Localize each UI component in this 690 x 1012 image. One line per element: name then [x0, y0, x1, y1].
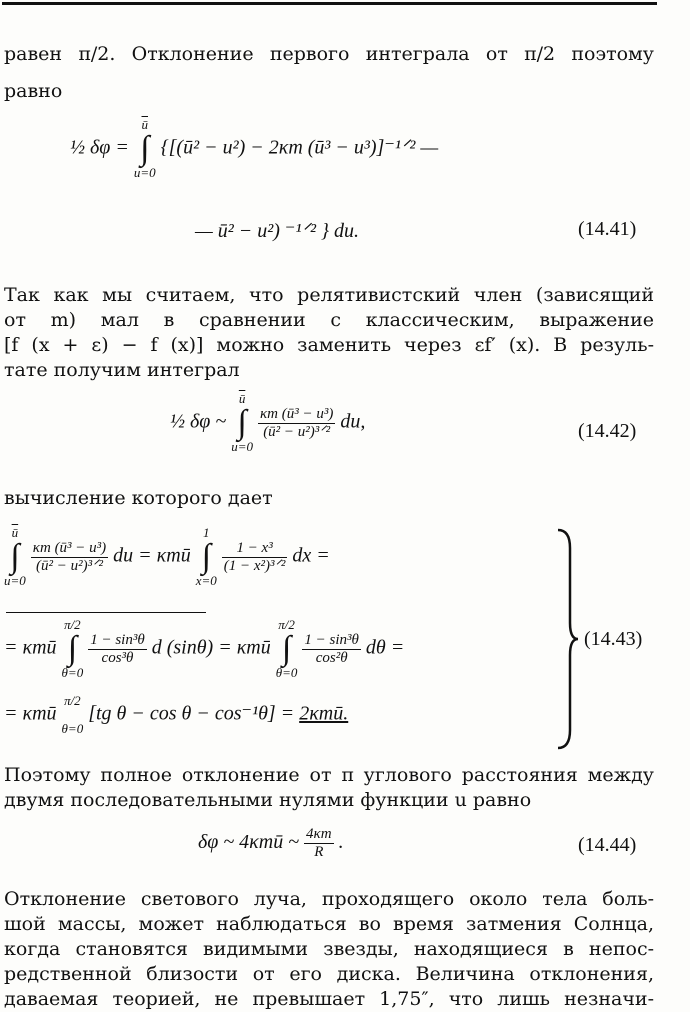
integral-sign: 1 ∫ x=0: [195, 525, 217, 588]
int-lower: u=0: [231, 439, 253, 454]
denominator: R: [314, 844, 324, 860]
eq-body: [tg θ − cos θ − cos⁻¹θ] =: [88, 702, 295, 725]
integral-sign: $\overline{ū}$ ∫ u=0: [133, 117, 156, 180]
int-upper: π/2: [278, 617, 295, 632]
int-upper: $\overline{ū}$: [11, 525, 19, 540]
eq-row: — ū² − u²) ⁻¹ᐟ² } du.: [195, 220, 359, 242]
equation-number: (14.41): [578, 218, 637, 240]
int-lower: u=0: [133, 165, 156, 180]
paragraph-light-ray: [4, 887, 654, 1012]
text-line: вычисление которого дает: [4, 487, 273, 509]
integral-sign: $\overline{ū}$ ∫ u=0: [4, 525, 26, 588]
int-upper: $\overline{ū}$: [141, 117, 148, 132]
eq-tail: du,: [340, 410, 366, 433]
text-line: даваемая теорией, не превышает 1,75″, что лишь незначи-: [4, 988, 654, 1010]
denominator: (ū² − u²)³ᐟ²: [36, 557, 103, 574]
int-upper: 1: [202, 525, 210, 540]
paragraph-deflection: [4, 763, 654, 813]
text-line: [f (x + ε) − f (x)] можно заменить через εf′ (x). В резуль-: [4, 334, 654, 356]
fraction: [31, 540, 108, 575]
eq-lhs: ½ δφ ~: [170, 410, 227, 433]
text-line: Так как мы считаем, что релятивистский член (зависящий: [4, 284, 654, 306]
equation-14-41: [70, 118, 438, 180]
fraction: [302, 632, 361, 667]
paragraph-relativistic: [4, 283, 654, 383]
equation-number: (14.44): [578, 834, 637, 856]
eq-tail: .: [338, 831, 344, 854]
equation-14-43-row1: [4, 526, 330, 588]
equation-14-42: [170, 392, 365, 454]
eq-row: {[(ū² − u²) − 2κm (ū³ − u³)]⁻¹ᐟ² —: [160, 136, 439, 159]
eq-mid: du = κmū: [113, 544, 191, 567]
text-line: двумя последовательными нулями функции u равно: [4, 789, 532, 811]
fraction: [88, 632, 147, 667]
int-lower: θ=0: [61, 721, 84, 736]
numerator: 1 − sin³θ: [90, 631, 145, 648]
numerator: 1 − x³: [222, 540, 288, 558]
text-line: редственной близости от его диска. Величина отклонения,: [4, 963, 654, 985]
integral-sign: $\overline{ū}$ ∫ u=0: [231, 391, 253, 454]
eq-lead: = κmū: [4, 636, 57, 659]
fraction: [222, 540, 288, 575]
integral-sign: π/2 ∫ θ=0: [61, 617, 84, 680]
eq-lead: = κmū: [4, 702, 57, 725]
limits: [62, 694, 84, 736]
numerator: 1 − sin³θ: [304, 631, 359, 648]
numerator: κm (ū³ − u³): [32, 539, 107, 556]
denominator: (1 − x²)³ᐟ²: [223, 557, 286, 574]
fraction: [304, 826, 334, 861]
equation-number: (14.43): [584, 628, 643, 650]
equation-14-41-cont: [195, 218, 359, 243]
text-line: равно: [4, 80, 63, 102]
int-upper: π/2: [64, 693, 81, 708]
paragraph-intro: [4, 42, 654, 104]
eq-lhs: δφ ~ 4κmū ~: [198, 831, 300, 854]
eq-tail: dx =: [292, 544, 330, 567]
text-line: Отклонение светового луча, проходящего около тела боль-: [4, 888, 654, 910]
text-line: шой массы, может наблюдаться во время затмения Солнца,: [4, 913, 654, 935]
equation-14-43-row2: [4, 618, 404, 680]
denominator: cos³θ: [101, 649, 134, 666]
integral-sign: π/2 ∫ θ=0: [275, 617, 298, 680]
eq-tail: dθ =: [365, 636, 405, 659]
eq-lhs: ½ δφ =: [70, 136, 129, 159]
eq-result: 2κmū.: [299, 702, 349, 725]
right-brace: [556, 528, 580, 750]
separator-line: [6, 612, 206, 613]
text-line: Поэтому полное отклонение от π углового расстояния между: [4, 764, 654, 786]
int-upper: $\overline{ū}$: [238, 391, 246, 406]
denominator: (ū² − u²)³ᐟ²: [263, 423, 331, 440]
numerator: 4κm: [306, 826, 332, 842]
paragraph-computation: [4, 486, 654, 511]
denominator: cos²θ: [315, 649, 348, 666]
top-rule: [2, 2, 657, 5]
eq-mid: d (sinθ) = κmū: [151, 636, 271, 659]
text-line: от m) мал в сравнении с классическим, выражение: [4, 309, 654, 331]
text-line: когда становятся видимыми звезды, находящиеся в непос-: [4, 938, 654, 960]
int-lower: x=0: [195, 573, 217, 588]
fraction: [258, 406, 335, 441]
int-lower: u=0: [4, 573, 26, 588]
equation-14-43-row3: [4, 694, 348, 736]
int-upper: π/2: [64, 617, 81, 632]
text-line: равен π/2. Отклонение первого интеграла от π/2 поэтому: [4, 43, 654, 65]
int-lower: θ=0: [275, 665, 298, 680]
text-line: тате получим интеграл: [4, 359, 240, 381]
equation-number: (14.42): [578, 420, 637, 442]
int-lower: θ=0: [61, 665, 84, 680]
equation-14-44: [198, 826, 344, 861]
numerator: κm (ū³ − u³): [259, 405, 334, 422]
